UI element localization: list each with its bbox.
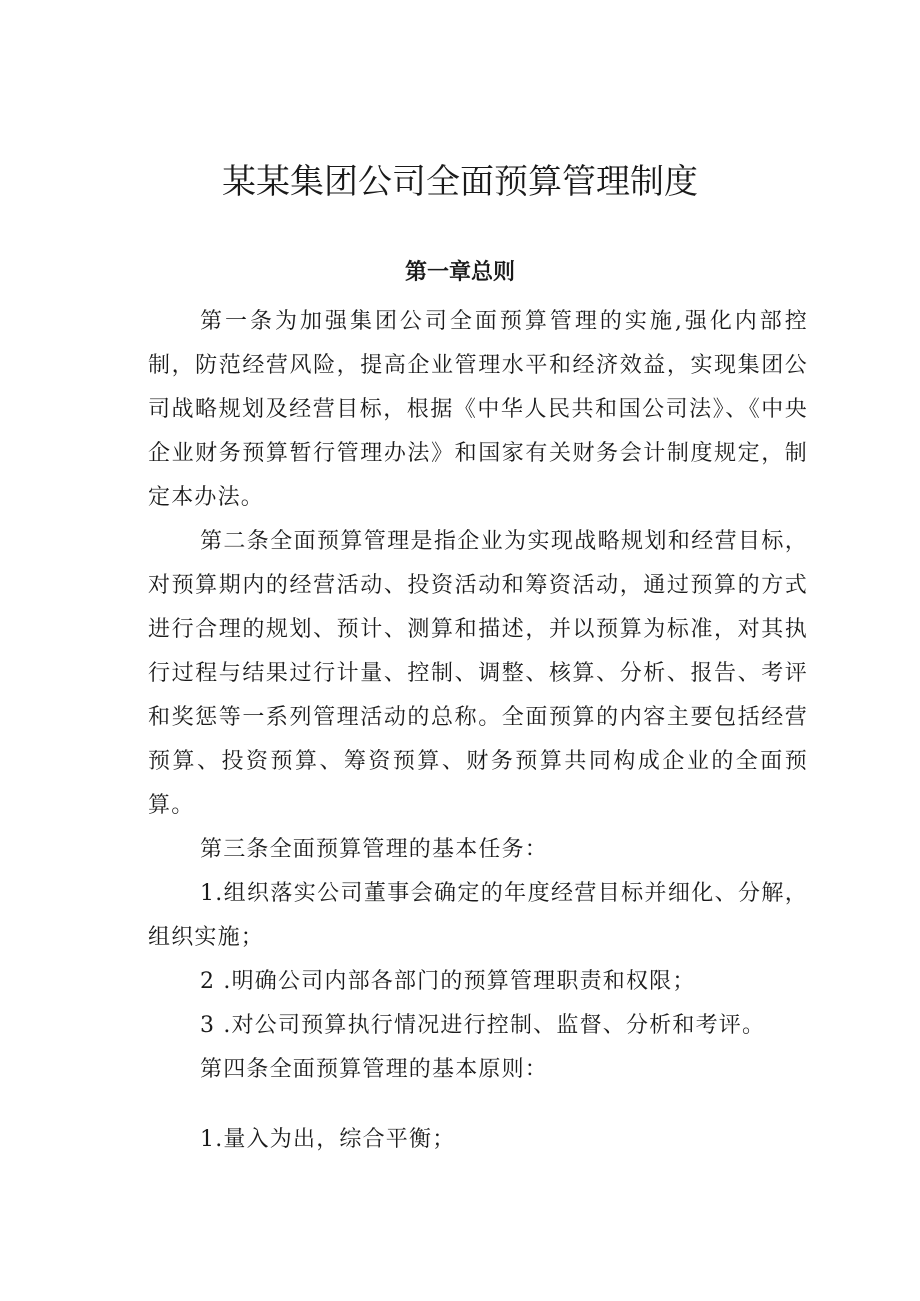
article-3-item-2: 2 .明确公司内部各部门的预算管理职责和权限； [200, 969, 696, 994]
article-1-paragraph: 第一条为加强集团公司全面预算管理的实施,强化内部控制，防范经营风险，提高企业管理水平和经济效益，实现集团公司战略规划及经营目标，根据《中华人民共和国公司法》、《中央企业财务预算暂行管理办法》和国家有关财务会计制度规定，制定本办法。 [148, 309, 808, 510]
article-4-item-1: 1.量入为出，综合平衡； [200, 1127, 456, 1152]
article-3-item-1: 1.组织落实公司董事会确定的年度经营目标并细化、分解，组织实施； [148, 881, 808, 950]
chapter-heading: 第一章总则 [404, 260, 515, 285]
document-body [148, 300, 808, 1162]
document-title: 某某集团公司全面预算管理制度 [222, 162, 698, 202]
article-3-paragraph: 第三条全面预算管理的基本任务： [200, 837, 549, 862]
article-4-paragraph: 第四条全面预算管理的基本原则： [200, 1057, 549, 1082]
article-3-item-3: 3 .对公司预算执行情况进行控制、监督、分析和考评。 [200, 1013, 766, 1038]
article-2-paragraph: 第二条全面预算管理是指企业为实现战略规划和经营目标，对预算期内的经营活动、投资活动和筹资活动，通过预算的方式进行合理的规划、预计、测算和描述，并以预算为标准，对其执行过程与结果过行计量、控制、调整、核算、分析、报告、考评和奖惩等一系列管理活动的总称。全面预算的内容主要包括经营预算、投资预算、筹资预算、财务预算共同构成企业的全面预算。 [148, 529, 808, 818]
